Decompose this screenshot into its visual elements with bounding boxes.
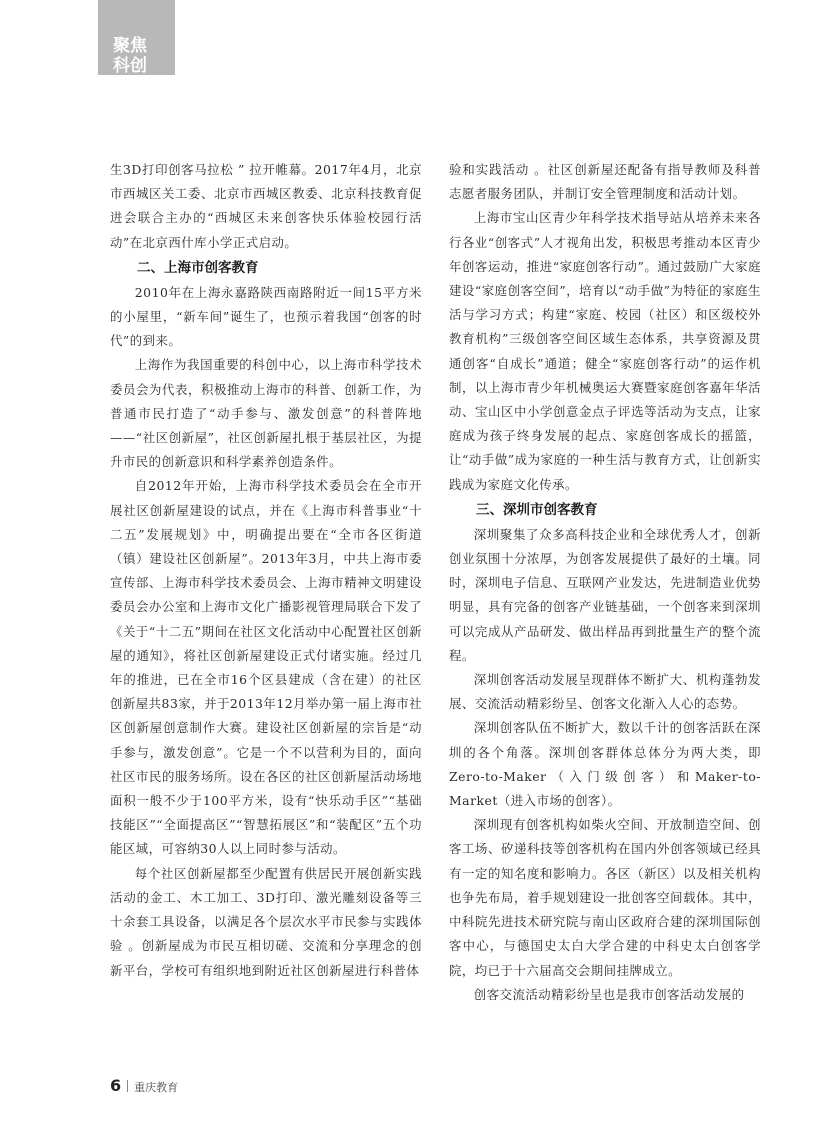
left-column: [110, 158, 422, 983]
page-number: 6: [110, 1076, 122, 1095]
paragraph: 深圳创客活动发展呈现群体不断扩大、机构蓬勃发展、交流活动精彩纷呈、创客文化渐入人心的态势。: [449, 672, 761, 712]
paragraph: 生3D打印创客马拉松 ” 拉开帷幕。2017年4月，北京市西城区关工委、北京市西城区教委、北京科技教育促进会联合主办的“西城区未来创客快乐体验校园行活动”在北京西什库小学正式启动。: [110, 162, 422, 250]
section-tab-line1: 聚焦: [113, 36, 147, 56]
right-column: [449, 158, 761, 1007]
paragraph: 深圳聚集了众多高科技企业和全球优秀人才，创新创业氛围十分浓厚，为创客发展提供了最好的土壤。同时，深圳电子信息、互联网产业发达，先进制造业优势明显，具有完备的创客产业链基础，一个创客来到深圳可以完成从产品研发、做出样品再到批量生产的整个流程。: [449, 526, 761, 663]
page-footer: [110, 1076, 178, 1095]
publication-name: 重庆教育: [134, 1081, 179, 1094]
section-heading-shanghai: 二、上海市创客教育: [137, 259, 259, 276]
paragraph: 深圳现有创客机构如柴火空间、开放制造空间、创客工场、矽递科技等创客机构在国内外创客领域已经具有一定的知名度和影响力。各区（新区）以及相关机构也争先布局，着手规划建设一批创客空间载体。其中，中科院先进技术研究院与南山区政府合建的深圳国际创客中心，与德国史太白大学合建的中科史太白创客学院，均已于十六届高交会期间挂牌成立。: [449, 817, 761, 978]
paragraph: 2010年在上海永嘉路陕西南路附近一间15平方米的小屋里，“新车间”诞生了，也预示着我国“创客的时代”的到来。: [110, 284, 422, 349]
paragraph: 上海市宝山区青少年科学技术指导站从培养未来各行各业“创客式”人才视角出发，积极思考推动本区青少年创客运动，推进“家庭创客行动”。通过鼓励广大家庭建设“家庭创客空间”，培育以“动手做”为特征的家庭生活与学习方式；构建“家庭、校园（社区）和区级校外教育机构”三级创客空间区域生态体系，共享资源及贯通创客“自成长”通道；健全“家庭创客行动”的运作机制，以上海市青少年机械奥运大赛暨家庭创客嘉年华活动、宝山区中小学创意金点子评选等活动为支点，让家庭成为孩子终身发展的起点、家庭创客成长的摇篮，让“动手做”成为家庭的一种生活与教育方式，让创新实践成为家庭文化传承。: [449, 210, 761, 492]
paragraph: 上海作为我国重要的科创中心，以上海市科学技术委员会为代表，积极推动上海市的科普、创新工作，为普通市民打造了“动手参与、激发创意”的科普阵地——“社区创新屋”，社区创新屋扎根于基层社区，为提升市民的创新意识和科学素养创造条件。: [110, 357, 422, 470]
section-tab: [98, 0, 175, 75]
paragraph: 每个社区创新屋都至少配置有供居民开展创新实践活动的金工、木工加工、3D打印、激光雕刻设备等三十余套工具设备，以满足各个层次水平市民参与实践体验 。创新屋成为市民互相切磋、交流和分享理念的创新平台，学校可有组织地到附近社区创新屋进行科普体: [110, 865, 422, 978]
section-tab-line2: 科创: [113, 56, 147, 76]
paragraph: 自2012年开始，上海市科学技术委员会在全市开展社区创新屋建设的试点，并在《上海市科普事业“十二五”发展规划》中，明确提出要在“全市各区街道（镇）建设社区创新屋”。2013年3月，中共上海市委宣传部、上海市科学技术委员会、上海市精神文明建设委员会办公室和上海市文化广播影视管理局联合下发了《关于“十二五”期间在社区文化活动中心配置社区创新屋的通知》，将社区创新屋建设正式付诸实施。经过几年的推进，已在全市16个区县建成（含在建）的社区创新屋共83家，并于2013年12月举办第一届上海市社区创新屋创意制作大赛。建设社区创新屋的宗旨是“动手参与，激发创意”。它是一个不以营利为目的，面向社区市民的服务场所。设在各区的社区创新屋活动场地面积一般不少于100平方米，设有“快乐动手区”“基础技能区”“全面提高区”“智慧拓展区”和“装配区”五个功能区域，可容纳30人以上同时参与活动。: [110, 478, 422, 857]
footer-divider: [127, 1080, 128, 1092]
paragraph: 验和实践活动 。社区创新屋还配备有指导教师及科普志愿者服务团队，并制订安全管理制度和活动计划。: [449, 162, 761, 202]
paragraph: 创客交流活动精彩纷呈也是我市创客活动发展的: [473, 986, 745, 1002]
paragraph: 深圳创客队伍不断扩大，数以千计的创客活跃在深圳的各个角落。深圳创客群体总体分为两大类，即Zero-to-Maker（入门级创客）和Maker-to-Market（进入市场的创客）。: [449, 720, 761, 809]
section-heading-shenzhen: 三、深圳市创客教育: [476, 501, 598, 518]
